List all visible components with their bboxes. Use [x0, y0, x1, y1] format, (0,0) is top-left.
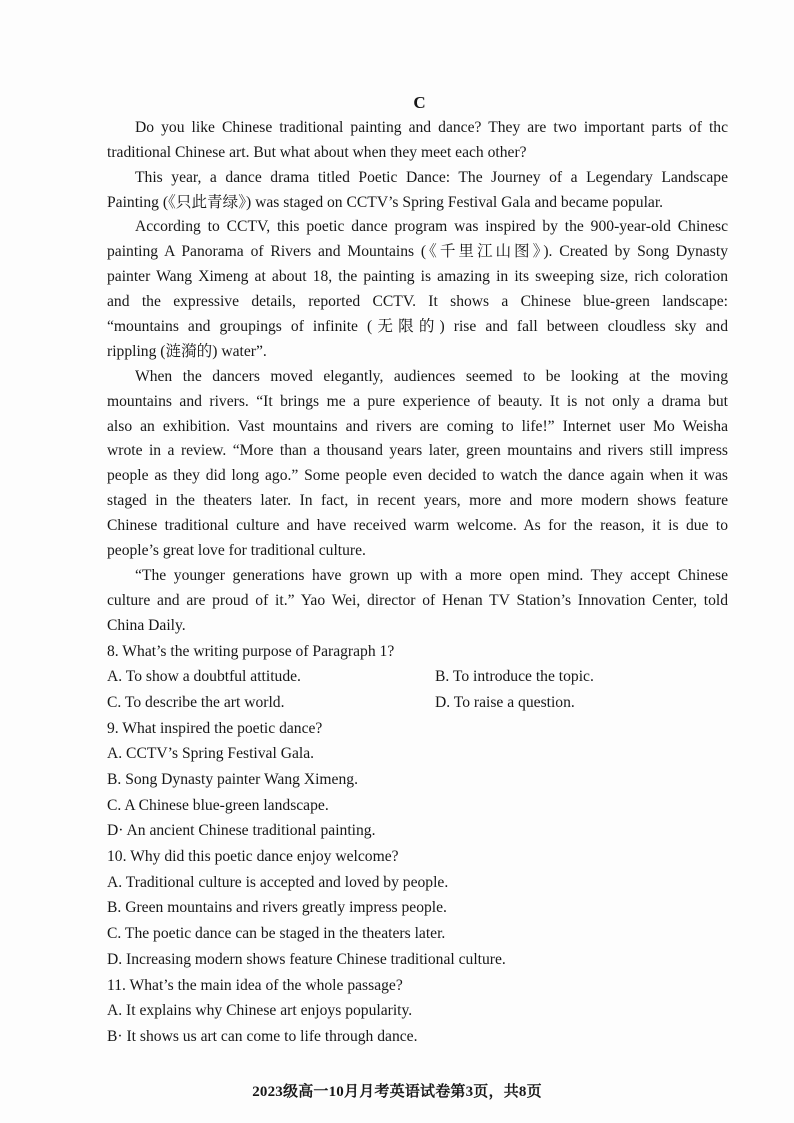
option-b: B. Green mountains and rivers greatly impress people.: [107, 899, 447, 917]
option-a: A. CCTV’s Spring Festival Gala.: [107, 745, 315, 763]
option-b: B· It shows us art can come to life through dance.: [107, 1027, 418, 1045]
passage-line: wrote in a review. “More than a thousand years later, green mountains and rivers still impress: [107, 442, 728, 460]
option-a: A. To show a doubtful attitude.: [107, 668, 301, 686]
passage-line: mountains and rivers. “It brings me a pure experience of beauty. It is not only a drama but: [107, 392, 728, 410]
question-9: [107, 716, 728, 844]
paragraph-4: [107, 365, 728, 564]
option-d: D. To raise a question.: [435, 693, 575, 711]
paragraph-3: [107, 215, 728, 364]
question-8: [107, 639, 728, 716]
question-stem: 8. What’s the writing purpose of Paragraph 1?: [107, 642, 395, 660]
option-d: D. Increasing modern shows feature Chinese traditional culture.: [107, 950, 506, 968]
passage-line: people as they did long ago.” Some people even decided to watch the dance again when it was: [107, 467, 728, 485]
option-c: C. A Chinese blue-green landscape.: [107, 796, 329, 814]
passage-line: traditional Chinese art. But what about when they meet each other?: [107, 143, 527, 161]
passage-line: culture and are proud of it.” Yao Wei, director of Henan TV Station’s Innovation Center, told: [107, 591, 728, 609]
option-a: A. Traditional culture is accepted and loved by people.: [107, 873, 449, 891]
passage-line: rippling (涟漪的) water”.: [107, 342, 267, 360]
option-row: [107, 690, 728, 716]
passage-line: This year, a dance drama titled Poetic Dance: The Journey of a Legendary Landscape: [135, 168, 728, 186]
option-b: B. Song Dynasty painter Wang Ximeng.: [107, 771, 358, 789]
passage-line: Do you like Chinese traditional painting and dance? They are two important parts of thc: [135, 118, 728, 136]
passage-line: “mountains and groupings of infinite (无限的) rise and fall between cloudless sky and: [107, 318, 728, 336]
paragraph-5: [107, 564, 728, 639]
reading-passage: [107, 116, 728, 639]
option-d: D· An ancient Chinese traditional painting.: [107, 822, 376, 840]
paragraph-2: [107, 166, 728, 216]
option-c: C. The poetic dance can be staged in the theaters later.: [107, 925, 446, 943]
option-b: B. To introduce the topic.: [435, 668, 594, 686]
passage-line: painter Wang Ximeng at about 18, the painting is amazing in its sweeping size, rich coloration: [107, 268, 728, 286]
passage-line: China Daily.: [107, 616, 186, 634]
passage-line: painting A Panorama of Rivers and Mountains (《千里江山图》). Created by Song Dynasty: [107, 243, 728, 261]
passage-line: When the dancers moved elegantly, audiences seemed to be looking at the moving: [135, 367, 728, 385]
question-stem: 9. What inspired the poetic dance?: [107, 719, 323, 737]
option-row: [107, 664, 728, 690]
passage-line: “The younger generations have grown up with a more open mind. They accept Chinese: [135, 566, 728, 584]
passage-line: people’s great love for traditional culture.: [107, 542, 366, 560]
passage-line: Chinese traditional culture and have received warm welcome. As for the reason, it is due to: [107, 517, 728, 535]
question-10: [107, 844, 728, 972]
passage-line: and the expressive details, reported CCTV. It shows a Chinese blue-green landscape:: [107, 293, 728, 311]
page-content: [107, 91, 728, 1050]
passage-line: Painting (《只此青绿》) was staged on CCTV’s Spring Festival Gala and became popular.: [107, 193, 664, 211]
question-stem: 11. What’s the main idea of the whole passage?: [107, 976, 403, 994]
question-11: [107, 973, 728, 1050]
page-footer: 2023级高一10月月考英语试卷第3页，共8页: [252, 1084, 542, 1100]
section-title: C: [413, 93, 426, 112]
passage-line: According to CCTV, this poetic dance program was inspired by the 900-year-old Chinesc: [135, 218, 728, 236]
passage-line: also an exhibition. Vast mountains and rivers are coming to life!” Internet user Mo Weisha: [107, 417, 728, 435]
paragraph-1: [107, 116, 728, 166]
option-a: A. It explains why Chinese art enjoys popularity.: [107, 1002, 413, 1020]
question-list: [107, 639, 728, 1050]
option-c: C. To describe the art world.: [107, 693, 285, 711]
passage-line: staged in the theaters later. In fact, in recent years, more and more modern shows feature: [107, 492, 728, 510]
question-stem: 10. Why did this poetic dance enjoy welcome?: [107, 848, 399, 866]
